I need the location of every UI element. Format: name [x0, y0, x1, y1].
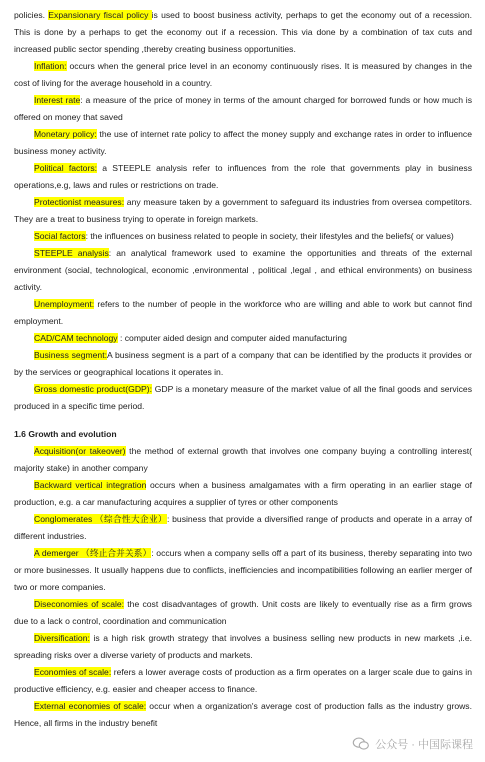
- definition-text: A business segment is a part of a company that can be identified by the products it provides or by the services or geographical locations it operates in.: [14, 350, 472, 377]
- watermark-text: 公众号 · 中国际课程: [375, 739, 473, 751]
- highlighted-term: Unemployment:: [34, 299, 95, 309]
- lead-text: policies.: [14, 10, 49, 20]
- wechat-icon: [352, 737, 370, 751]
- definition-text: occurs when the general price level in an economy continuously rises. It is measured by changes in the cost of living for the average household in a country.: [14, 61, 472, 88]
- definition-paragraph: [14, 381, 472, 415]
- highlighted-term: STEEPLE analysis: [34, 248, 109, 258]
- definition-paragraph: [14, 92, 472, 126]
- definition-text: : the influences on business related to people in society, their lifestyles and the beliefs( or values): [85, 231, 454, 241]
- highlighted-term: A demerger （终止合并关系）: [34, 548, 152, 558]
- highlighted-term: Expansionary fiscal policy: [48, 10, 152, 20]
- definition-text: any measure taken by a government to safeguard its industries from oversea competitors. They are a treat to business trying to operate in foreign markets.: [14, 197, 473, 224]
- definition-paragraph: [14, 194, 472, 228]
- definition-paragraph: [14, 160, 472, 194]
- highlighted-term: Political factors:: [34, 163, 98, 173]
- definition-paragraph: [14, 58, 472, 92]
- definition-paragraph: [14, 698, 472, 732]
- definition-paragraph: [14, 596, 472, 630]
- definition-paragraph: [14, 245, 472, 296]
- definition-text: is a high risk growth strategy that involves a business selling new products in new markets ,i.e. spreading risks over a diverse variety of products and markets.: [14, 633, 472, 660]
- definition-text: refers a lower average costs of production as a firm operates on a larger scale due to gains in productive efficiency, e.g. easier and cheaper access to finance.: [14, 667, 472, 694]
- highlighted-term: Conglomerates （综合性大企业）: [34, 514, 167, 524]
- watermark: [352, 736, 473, 752]
- definition-text: refers to the number of people in the workforce who are willing and able to work but cannot find employment.: [14, 299, 472, 326]
- definition-text: : occurs when a company sells off a part of its business, thereby separating into two or more businesses. It usually happens due to conflicts, inefficiencies and incompatibilities following an earlier merger of two or more companies.: [14, 548, 472, 592]
- definition-paragraph: [14, 477, 472, 511]
- document-page: [14, 7, 472, 732]
- section-gap: [14, 415, 472, 426]
- definitions-list: [14, 7, 472, 415]
- definition-paragraph: [14, 330, 472, 347]
- highlighted-term: Protectionist measures:: [34, 197, 125, 207]
- definition-text: is used to boost business activity, perhaps to get the economy out of a recession. This is done by a perhaps to get the economy out if a recession. This via done by a combination of tax cuts and increased public sector spending ,thereby creating business opportunities.: [14, 10, 472, 54]
- highlighted-term: Gross domestic product(GDP):: [34, 384, 153, 394]
- highlighted-term: External economies of scale:: [34, 701, 147, 711]
- highlighted-term: Backward vertical integration: [34, 480, 147, 490]
- definition-text: : business that provide a diversified range of products and operate in a array of different industries.: [14, 514, 473, 541]
- definition-paragraph: [14, 126, 472, 160]
- definition-text: : an analytical framework used to examine the opportunities and threats of the external environment (social, technological, economic ,environmental , political ,legal , and ethical environments) on business activity.: [14, 248, 472, 292]
- definition-paragraph: [14, 664, 472, 698]
- definition-paragraph: [14, 511, 472, 545]
- definition-text: the cost disadvantages of growth. Unit costs are likely to eventually rise as a firm grows due to a lack o control, coordination and communication: [14, 599, 472, 626]
- definition-text: occurs when a business amalgamates with a firm operating in an earlier stage of production, e.g. a car manufacturing acquires a supplier of tyres or other components: [14, 480, 472, 507]
- definition-paragraph: [14, 296, 472, 330]
- highlighted-term: Diversification:: [34, 633, 90, 643]
- highlighted-term: Social factors: [34, 231, 86, 241]
- highlighted-term: CAD/CAM technology: [34, 333, 118, 343]
- definition-paragraph: [14, 7, 472, 58]
- highlighted-term: Acquisition(or takeover): [34, 446, 126, 456]
- highlighted-term: Economies of scale:: [34, 667, 112, 677]
- definition-text: a STEEPLE analysis refer to influences from the role that governments play in business operations,e.g, laws and rules or restrictions on trade.: [14, 163, 472, 190]
- definition-paragraph: [14, 630, 472, 664]
- growth-definitions-list: [14, 443, 472, 732]
- definition-paragraph: [14, 347, 472, 381]
- definition-paragraph: [14, 545, 472, 596]
- highlighted-term: Interest rate: [34, 95, 81, 105]
- definition-text: the use of internet rate policy to affect the money supply and exchange rates in order to influence business money activity.: [14, 129, 472, 156]
- definition-text: : a measure of the price of money in terms of the amount charged for borrowed funds or how much is offered on money that saved: [14, 95, 472, 122]
- highlighted-term: Monetary policy:: [34, 129, 97, 139]
- section-heading: 1.6 Growth and evolution: [14, 429, 117, 439]
- definition-text: GDP is a monetary measure of the market value of all the final goods and services produced in a specific time period.: [14, 384, 472, 411]
- definition-paragraph: [14, 228, 472, 245]
- definition-paragraph: [14, 443, 472, 477]
- highlighted-term: Diseconomies of scale:: [34, 599, 125, 609]
- highlighted-term: Business segment:: [34, 350, 107, 360]
- definition-text: the method of external growth that involves one company buying a controlling interest( majority stake) in another company: [14, 446, 472, 473]
- highlighted-term: Inflation:: [34, 61, 67, 71]
- definition-text: : computer aided design and computer aided manufacturing: [117, 333, 347, 343]
- definition-text: occur when a organization's average cost of production falls as the industry grows. Hence, all firms in the industry benefit: [14, 701, 472, 728]
